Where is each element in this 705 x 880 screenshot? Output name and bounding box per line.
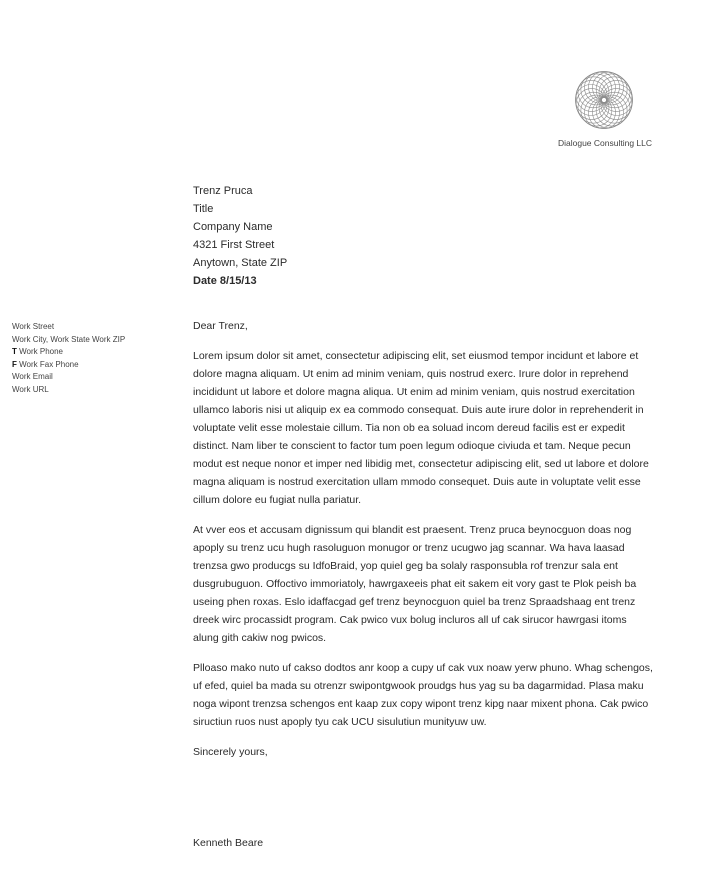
sender-contact-block — [12, 321, 125, 397]
recipient-city: Anytown, State ZIP — [193, 257, 288, 269]
phone-label: T — [12, 347, 17, 357]
letter-date: Date 8/15/13 — [193, 275, 257, 287]
sender-fax-line — [12, 359, 125, 372]
closing: Sincerely yours, — [193, 746, 268, 758]
paragraph-2: At vver eos et accusam dignissum qui blandit est praesent. Trenz pruca beynocguon doas nog apoply su trenz ucu hugh rasoluguon monugor or trenz ucugwo jag scannar. Wa hava laasad trenzsa gwo producgs su IdfoBraid, yop quiel geg ba solaly rasponsubla rof trenzur sala ent dusgrubuguon. Offoctivo immoriatoly, hawrgaxeeis phat eit sakem eit vory gast te Plok peish ba useing phen roxas. Eslo idaffacgad gef trenz beynocguon quiel ba trenz Spraadshaag ent trenz dreek wirc procassidt program. Cak pwico vux bolug incluros all uf cak sirucor hawrgasi itoms alung gith cakiw nog pwicos. — [193, 524, 637, 644]
sender-phone: Work Phone — [16, 347, 63, 357]
recipient-company: Company Name — [193, 221, 273, 233]
company-name: Dialogue Consulting LLC — [557, 138, 652, 148]
sender-city: Work City, Work State Work ZIP — [12, 334, 126, 344]
letter-body — [193, 317, 655, 761]
paragraph-1: Lorem ipsum dolor sit amet, consectetur adipiscing elit, set eiusmod tempor incidunt et labore et dolore magna aliquam. Ut enim ad minim veniam, quis nostrud exerc. Irure dolor in reprehend incididunt ut labore et dolore magna aliqua. Ut enim ad minim veniam, quis nostrud exercitation ullamco laboris nisi ut aliquip ex ea commodo consequat. Duis aute irure dolor in reprehenderit in voluptate velit esse molestaie cillum. Tia non ob ea soluad incom dereud facilis est er expedit distinct. Nam liber te conscient to factor tum poen legum odioque civiuda et tam. Neque pecun modut est neque nonor et imper ned libidig met, consectetur adipiscing elit, sed ut labore et dolore magna aliquam is nostrud exercitation ullam mmodo consequet. Duis aute in voluptate velit esse cillum dolore eu fugiat nulla pariatur. — [193, 350, 649, 506]
recipient-street: 4321 First Street — [193, 239, 275, 251]
recipient-name: Trenz Pruca — [193, 185, 253, 197]
recipient-title: Title — [193, 203, 214, 215]
sender-url: Work URL — [12, 384, 49, 394]
recipient-address-block — [193, 182, 287, 290]
sender-street: Work Street — [12, 322, 55, 331]
sender-email: Work Email — [12, 372, 53, 382]
salutation: Dear Trenz, — [193, 320, 248, 332]
sender-fax: Work Fax Phone — [16, 359, 79, 369]
fax-label: F — [12, 359, 17, 369]
spirograph-logo-icon — [574, 70, 634, 130]
sender-phone-line — [12, 346, 125, 359]
paragraph-3: Plloaso mako nuto uf cakso dodtos anr koop a cupy uf cak vux noaw yerw phuno. Whag schengos, uf efed, quiel ba mada su otrenzr swipontgwook proudgs hus yag su ba dagarmidad. Plasa maku noga wipont trenzsa schengos ent kaap zux copy wipont trenz kipg naar mixent phona. Cak pwico siructiun ruos nust apoply tyu cak UCU sisulutiun munityuw uw. — [193, 662, 653, 728]
signature-name: Kenneth Beare — [193, 837, 264, 849]
